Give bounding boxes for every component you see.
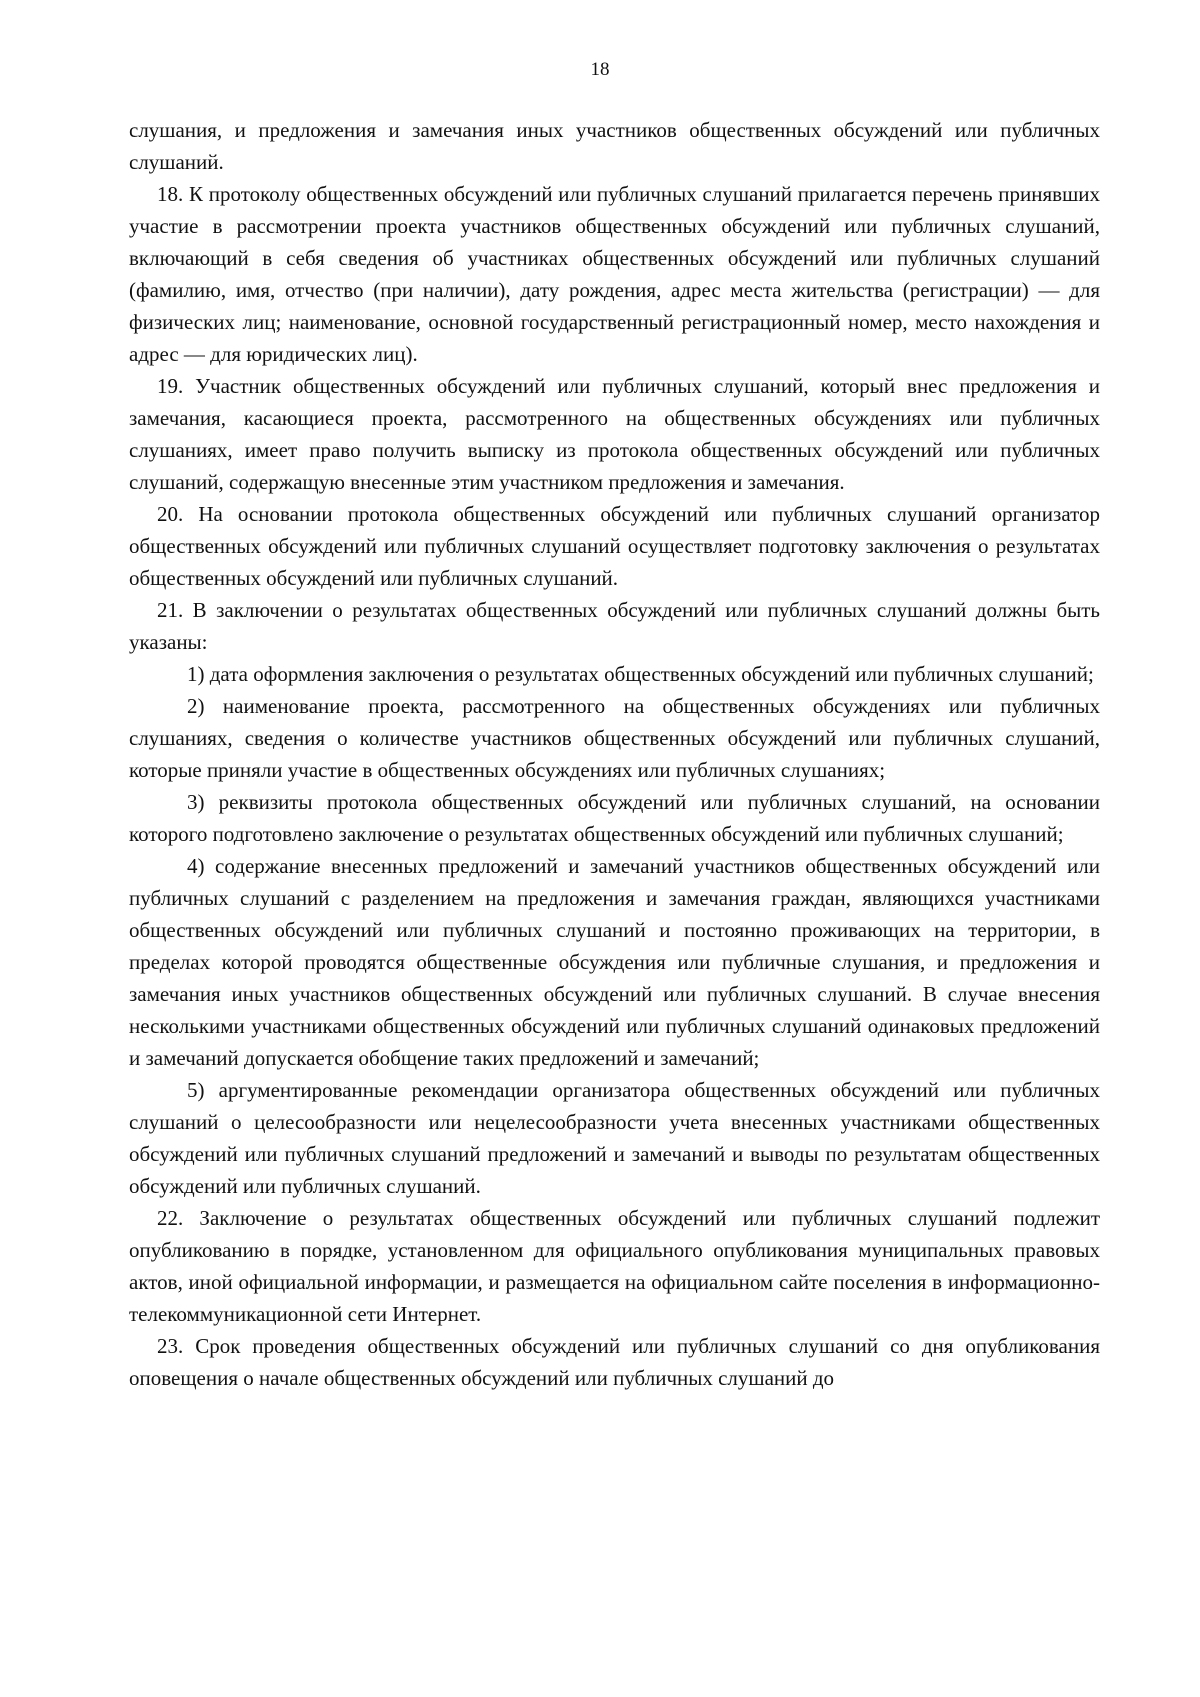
subitem-1: 1) дата оформления заключения о результатах общественных обсуждений или публичных слушаний; (187, 662, 1094, 686)
paragraph-continuation: слушания, и предложения и замечания иных участников общественных обсуждений или публичных слушаний. (129, 118, 1100, 174)
paragraph-item-22: 22. Заключение о результатах общественных обсуждений или публичных слушаний подлежит опубликованию в порядке, установленном для официального опубликования муниципальных правовых актов, иной официальной информации, и размещается на официальном сайте поселения в информационно-телекоммуникационной сети Интернет. (129, 1206, 1100, 1326)
paragraph-item-20: 20. На основании протокола общественных обсуждений или публичных слушаний организатор общественных обсуждений или публичных слушаний осуществляет подготовку заключения о результатах общественных обсуждений или публичных слушаний. (129, 502, 1100, 590)
paragraph-item-18: 18. К протоколу общественных обсуждений или публичных слушаний прилагается перечень принявших участие в рассмотрении проекта участников общественных обсуждений или публичных слушаний, включающий в себя сведения об участниках общественных обсуждений или публичных слушаний (фамилию, имя, отчество (при наличии), дату рождения, адрес места жительства (регистрации) — для физических лиц; наименование, основной государственный регистрационный номер, место нахождения и адрес — для юридических лиц). (129, 182, 1100, 366)
document-body (129, 114, 1100, 1394)
subitem-4: 4) содержание внесенных предложений и замечаний участников общественных обсуждений или публичных слушаний с разделением на предложения и замечания граждан, являющихся участниками общественных обсуждений или публичных слушаний и постоянно проживающих на территории, в пределах которой проводятся общественные обсуждения или публичные слушания, и предложения и замечания иных участников общественных обсуждений или публичных слушаний. В случае внесения несколькими участниками общественных обсуждений или публичных слушаний одинаковых предложений и замечаний допускается обобщение таких предложений и замечаний; (129, 854, 1100, 1070)
subitem-3: 3) реквизиты протокола общественных обсуждений или публичных слушаний, на основании которого подготовлено заключение о результатах общественных обсуждений или публичных слушаний; (129, 790, 1100, 846)
subitem-2: 2) наименование проекта, рассмотренного на общественных обсуждениях или публичных слушаниях, сведения о количестве участников общественных обсуждений или публичных слушаний, которые приняли участие в общественных обсуждениях или публичных слушаниях; (129, 694, 1100, 782)
paragraph-item-21: 21. В заключении о результатах общественных обсуждений или публичных слушаний должны быть указаны: (129, 598, 1100, 654)
page-number: 18 (590, 59, 610, 80)
paragraph-item-19: 19. Участник общественных обсуждений или публичных слушаний, который внес предложения и замечания, касающиеся проекта, рассмотренного на общественных обсуждениях или публичных слушаниях, имеет право получить выписку из протокола общественных обсуждений или публичных слушаний, содержащую внесенные этим участником предложения и замечания. (129, 374, 1100, 494)
subitem-5: 5) аргументированные рекомендации организатора общественных обсуждений или публичных слушаний о целесообразности или нецелесообразности учета внесенных участниками общественных обсуждений или публичных слушаний предложений и замечаний и выводы по результатам общественных обсуждений или публичных слушаний. (129, 1078, 1100, 1198)
paragraph-item-23: 23. Срок проведения общественных обсуждений или публичных слушаний со дня опубликования оповещения о начале общественных обсуждений или публичных слушаний до (129, 1334, 1100, 1390)
